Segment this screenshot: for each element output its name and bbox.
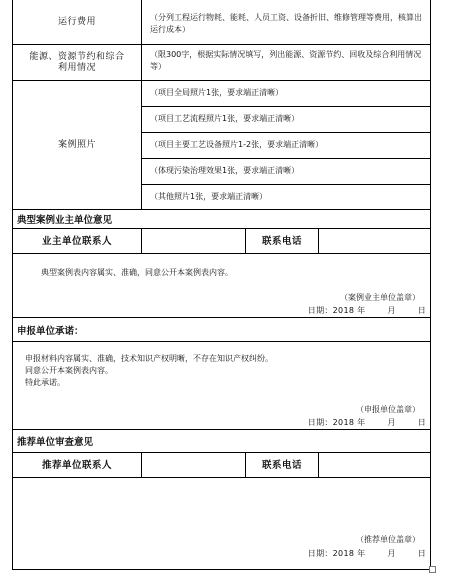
operating-cost-row [13,0,430,45]
photo-item-2[interactable]: （项目工艺流程照片1张，要求端正清晰） [142,107,430,133]
commitment-line-2: 同意公开本案例表内容。 [25,366,113,375]
commitment-body[interactable] [13,342,430,430]
owner-phone-field[interactable] [319,229,430,253]
owner-opinion-title: 典型案例业主单位意见 [17,215,113,226]
recommend-date-year: 2018 年 [332,549,366,558]
commitment-date [308,417,426,428]
energy-resource-label: 能源、资源节约和综合利用情况 [29,51,125,73]
commitment-date-day: 日 [417,418,426,427]
recommend-phone-label: 联系电话 [261,459,302,471]
energy-resource-row [13,45,430,81]
owner-date [308,305,426,316]
photo-item-4[interactable]: （体现污染治理效果1张，要求端正清晰） [142,159,430,185]
energy-resource-content[interactable]: （限300字，根据实际情况填写，列出能源、资源节约、回收及综合利用情况等） [150,50,422,71]
owner-phone-label: 联系电话 [261,235,302,247]
recommend-date [308,548,426,559]
commitment-line-3: 特此承诺。 [25,378,65,387]
owner-date-year: 2018 年 [332,306,366,315]
recommend-phone-field[interactable] [319,453,430,477]
owner-date-label: 日期： [307,306,333,315]
operating-cost-content[interactable]: （分列工程运行物耗、能耗、人员工资、设备折旧、维修管理等费用，核算出运行成本） [150,13,422,34]
recommend-opinion-body[interactable] [13,478,430,569]
photo-item-3[interactable]: （项目主要工艺设备照片1-2张，要求端正清晰） [142,133,430,159]
commitment-title: 申报单位承诺： [17,325,84,337]
recommend-contact-label: 推荐单位联系人 [41,459,112,471]
recommend-date-day: 日 [417,549,426,558]
recommend-opinion-title: 推荐单位审查意见 [17,437,94,448]
owner-contact-field[interactable] [142,229,245,253]
case-photos-row [13,81,430,210]
photo-item-1[interactable]: （项目全局照片1张，要求端正清晰） [142,81,430,107]
owner-opinion-body[interactable] [13,254,430,318]
recommend-contact-row [13,453,430,478]
commitment-date-label: 日期： [307,418,333,427]
recommender-stamp-note: （推荐单位盖章） [356,535,420,544]
owner-date-month: 月 [387,306,396,315]
photo-item-5[interactable]: （其他照片1张，要求端正清晰） [150,192,268,201]
table-resize-handle-icon[interactable] [429,566,436,573]
application-form [12,0,431,570]
commitment-line-1: 申报材料内容属实、准确，技术知识产权明晰，不存在知识产权纠纷。 [25,354,273,363]
recommend-contact-field[interactable] [142,453,245,477]
owner-contact-row [13,229,430,254]
owner-contact-label: 业主单位联系人 [41,235,112,247]
owner-opinion-header [13,210,430,229]
applicant-stamp-note: （申报单位盖章） [356,405,420,414]
case-photos-label: 案例照片 [57,139,96,150]
recommend-date-month: 月 [387,549,396,558]
operating-cost-label: 运行费用 [57,16,96,27]
owner-opinion-text: 典型案例表内容属实、准确，同意公开本案例表内容。 [41,268,233,277]
owner-date-day: 日 [417,306,426,315]
commitment-date-year: 2018 年 [332,418,366,427]
recommend-opinion-header [13,430,430,453]
commitment-header [13,318,430,342]
owner-stamp-note: （案例业主单位盖章） [340,293,420,302]
commitment-date-month: 月 [387,418,396,427]
recommend-date-label: 日期： [307,549,333,558]
